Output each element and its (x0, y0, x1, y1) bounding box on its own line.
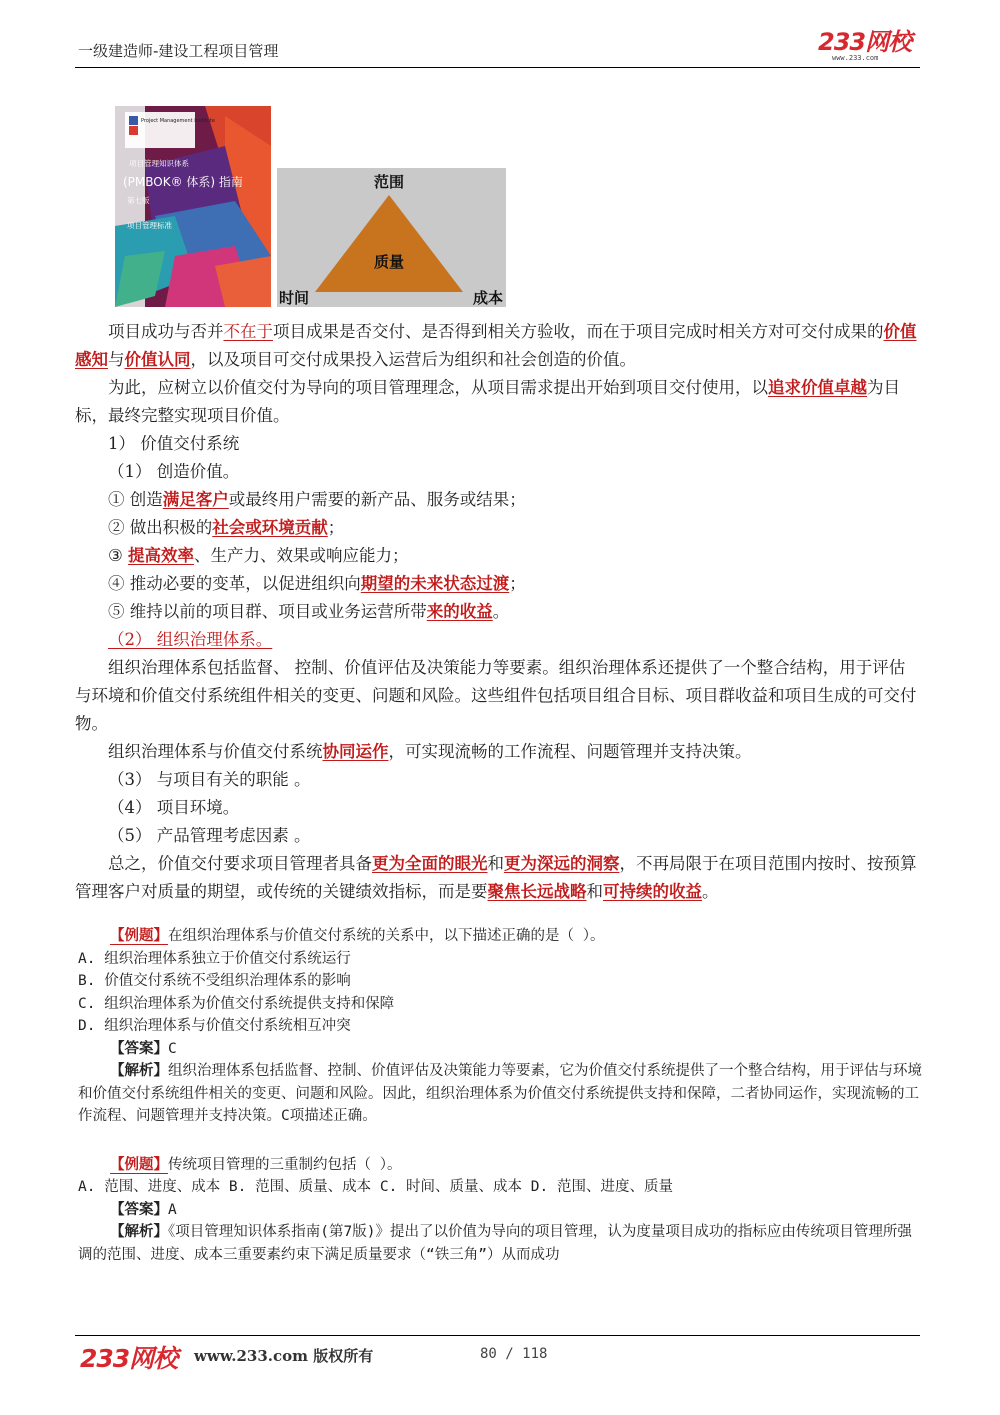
triangle-center-label: 质量 (373, 253, 405, 271)
paragraph-summary: 总之，价值交付要求项目管理者具备更为全面的眼光和更为深远的洞察，不再局限于在项目范围内按时、按预算管理客户对质量的期望，或传统的关键绩效指标，而是要聚焦长远战略和可持续的收益。 (75, 854, 917, 901)
paragraph-value-delivery: 为此，应树立以价值交付为导向的项目管理理念，从项目需求提出开始到项目交付使用，以追求价值卓越为目标，最终完整实现项目价值。 (75, 378, 900, 425)
example-1-answer: 【答案】C (110, 1040, 177, 1057)
list-item: ② 做出积极的社会或环境贡献； (108, 518, 345, 537)
example-1-option-c: C. 组织治理体系为价值交付系统提供支持和保障 (78, 995, 395, 1012)
example-2-answer: 【答案】A (110, 1201, 177, 1218)
examples-section (78, 925, 923, 1266)
book-publisher: Project Management Institute (141, 118, 215, 124)
section-create-value: （1） 创造价值。 (108, 462, 240, 481)
book-line1: 项目管理知识体系 (129, 159, 189, 168)
list-item: ⑤ 维持以前的项目群、项目或业务运营所带来的收益。 (108, 602, 510, 621)
section-functions: （3） 与项目有关的职能 。 (108, 770, 311, 789)
header-logo-url: www.233.com (832, 54, 879, 62)
book-cover-art (115, 106, 271, 307)
book-line4: 项目管理标准 (127, 221, 172, 230)
main-content (75, 318, 920, 906)
footer-copyright: www.233.com 版权所有 (194, 1347, 374, 1365)
example-1-analysis: 【解析】组织治理体系包括监督、控制、价值评估及决策能力等要素，它为价值交付系统提供了一个整合结构，用于评估与环境和价值交付系统组件相关的变更、问题和风险。因此，组织治理体系为价值交付系统提供支持和保障，二者协同运作，实现流畅的工作流程、问题管理并支持决策。C项描述正确。 (78, 1063, 922, 1124)
list-item: ① 创造满足客户或最终用户需要的新产品、服务或结果； (108, 490, 526, 509)
list-item: ③ 提高效率、生产力、效果或响应能力； (108, 546, 409, 565)
paragraph-governance: 组织治理体系包括监督、 控制、价值评估及决策能力等要素。组织治理体系还提供了一个整合结构，用于评估与环境和价值交付系统组件相关的变更、问题和风险。这些组件包括项目组合目标、项目群收益和项目生成的可交付物。 (75, 658, 917, 733)
paragraph-project-success: 项目成功与否并不在于项目成果是否交付、是否得到相关方验收，而在于项目完成时相关方对可交付成果的价值感知与价值认同，以及项目可交付成果投入运营后为组织和社会创造的价值。 (75, 322, 917, 369)
section-value-system: 1） 价值交付系统 (108, 434, 240, 453)
example-1-question: 【例题】在组织治理体系与价值交付系统的关系中，以下描述正确的是（ ）。 (110, 928, 605, 944)
iron-triangle-diagram (277, 168, 506, 307)
pmbok-book-cover (115, 106, 271, 307)
footer-logo: 233网校 (80, 1344, 178, 1373)
example-2-question: 【例题】传统项目管理的三重制约包括（ ）。 (110, 1156, 402, 1173)
book-line2: (PMBOK® 体系) 指南 (123, 175, 243, 189)
example-2-analysis: 【解析】《项目管理知识体系指南(第7版)》提出了以价值为导向的项目管理，认为度量项目成功的指标应由传统项目管理所强调的范围、进度、成本三重要素约束下满足质量要求（“铁三角”）从而成功 (78, 1224, 912, 1263)
book-line3: 第七版 (127, 196, 150, 205)
triangle-left-label: 时间 (279, 289, 310, 307)
header-logo-text: 233网校 (818, 28, 912, 56)
page-number: 80 / 118 (480, 1346, 548, 1362)
list-item: ④ 推动必要的变革，以促进组织向期望的未来状态过渡； (108, 574, 526, 593)
example-1-option-a: A. 组织治理体系独立于价值交付系统运行 (78, 950, 351, 967)
paragraph-collaboration: 组织治理体系与价值交付系统协同运作，可实现流畅的工作流程、问题管理并支持决策。 (108, 742, 752, 761)
example-2-options: A. 范围、进度、成本 B. 范围、质量、成本 C. 时间、质量、成本 D. 范围、进度、质量 (78, 1179, 673, 1195)
triangle-shape (315, 195, 463, 292)
header-title: 一级建造师-建设工程项目管理 (78, 42, 279, 60)
section-environment: （4） 项目环境。 (108, 798, 240, 817)
example-1-option-d: D. 组织治理体系与价值交付系统相互冲突 (78, 1018, 351, 1034)
triangle-top-label: 范围 (373, 173, 405, 191)
section-governance: （2） 组织治理体系。 (108, 630, 273, 649)
header-divider (75, 67, 920, 68)
footer-divider (75, 1335, 920, 1336)
section-product: （5） 产品管理考虑因素 。 (108, 826, 311, 845)
example-1-option-b: B. 价值交付系统不受组织治理体系的影响 (78, 973, 351, 989)
triangle-right-label: 成本 (472, 289, 503, 307)
header-logo (818, 30, 918, 62)
